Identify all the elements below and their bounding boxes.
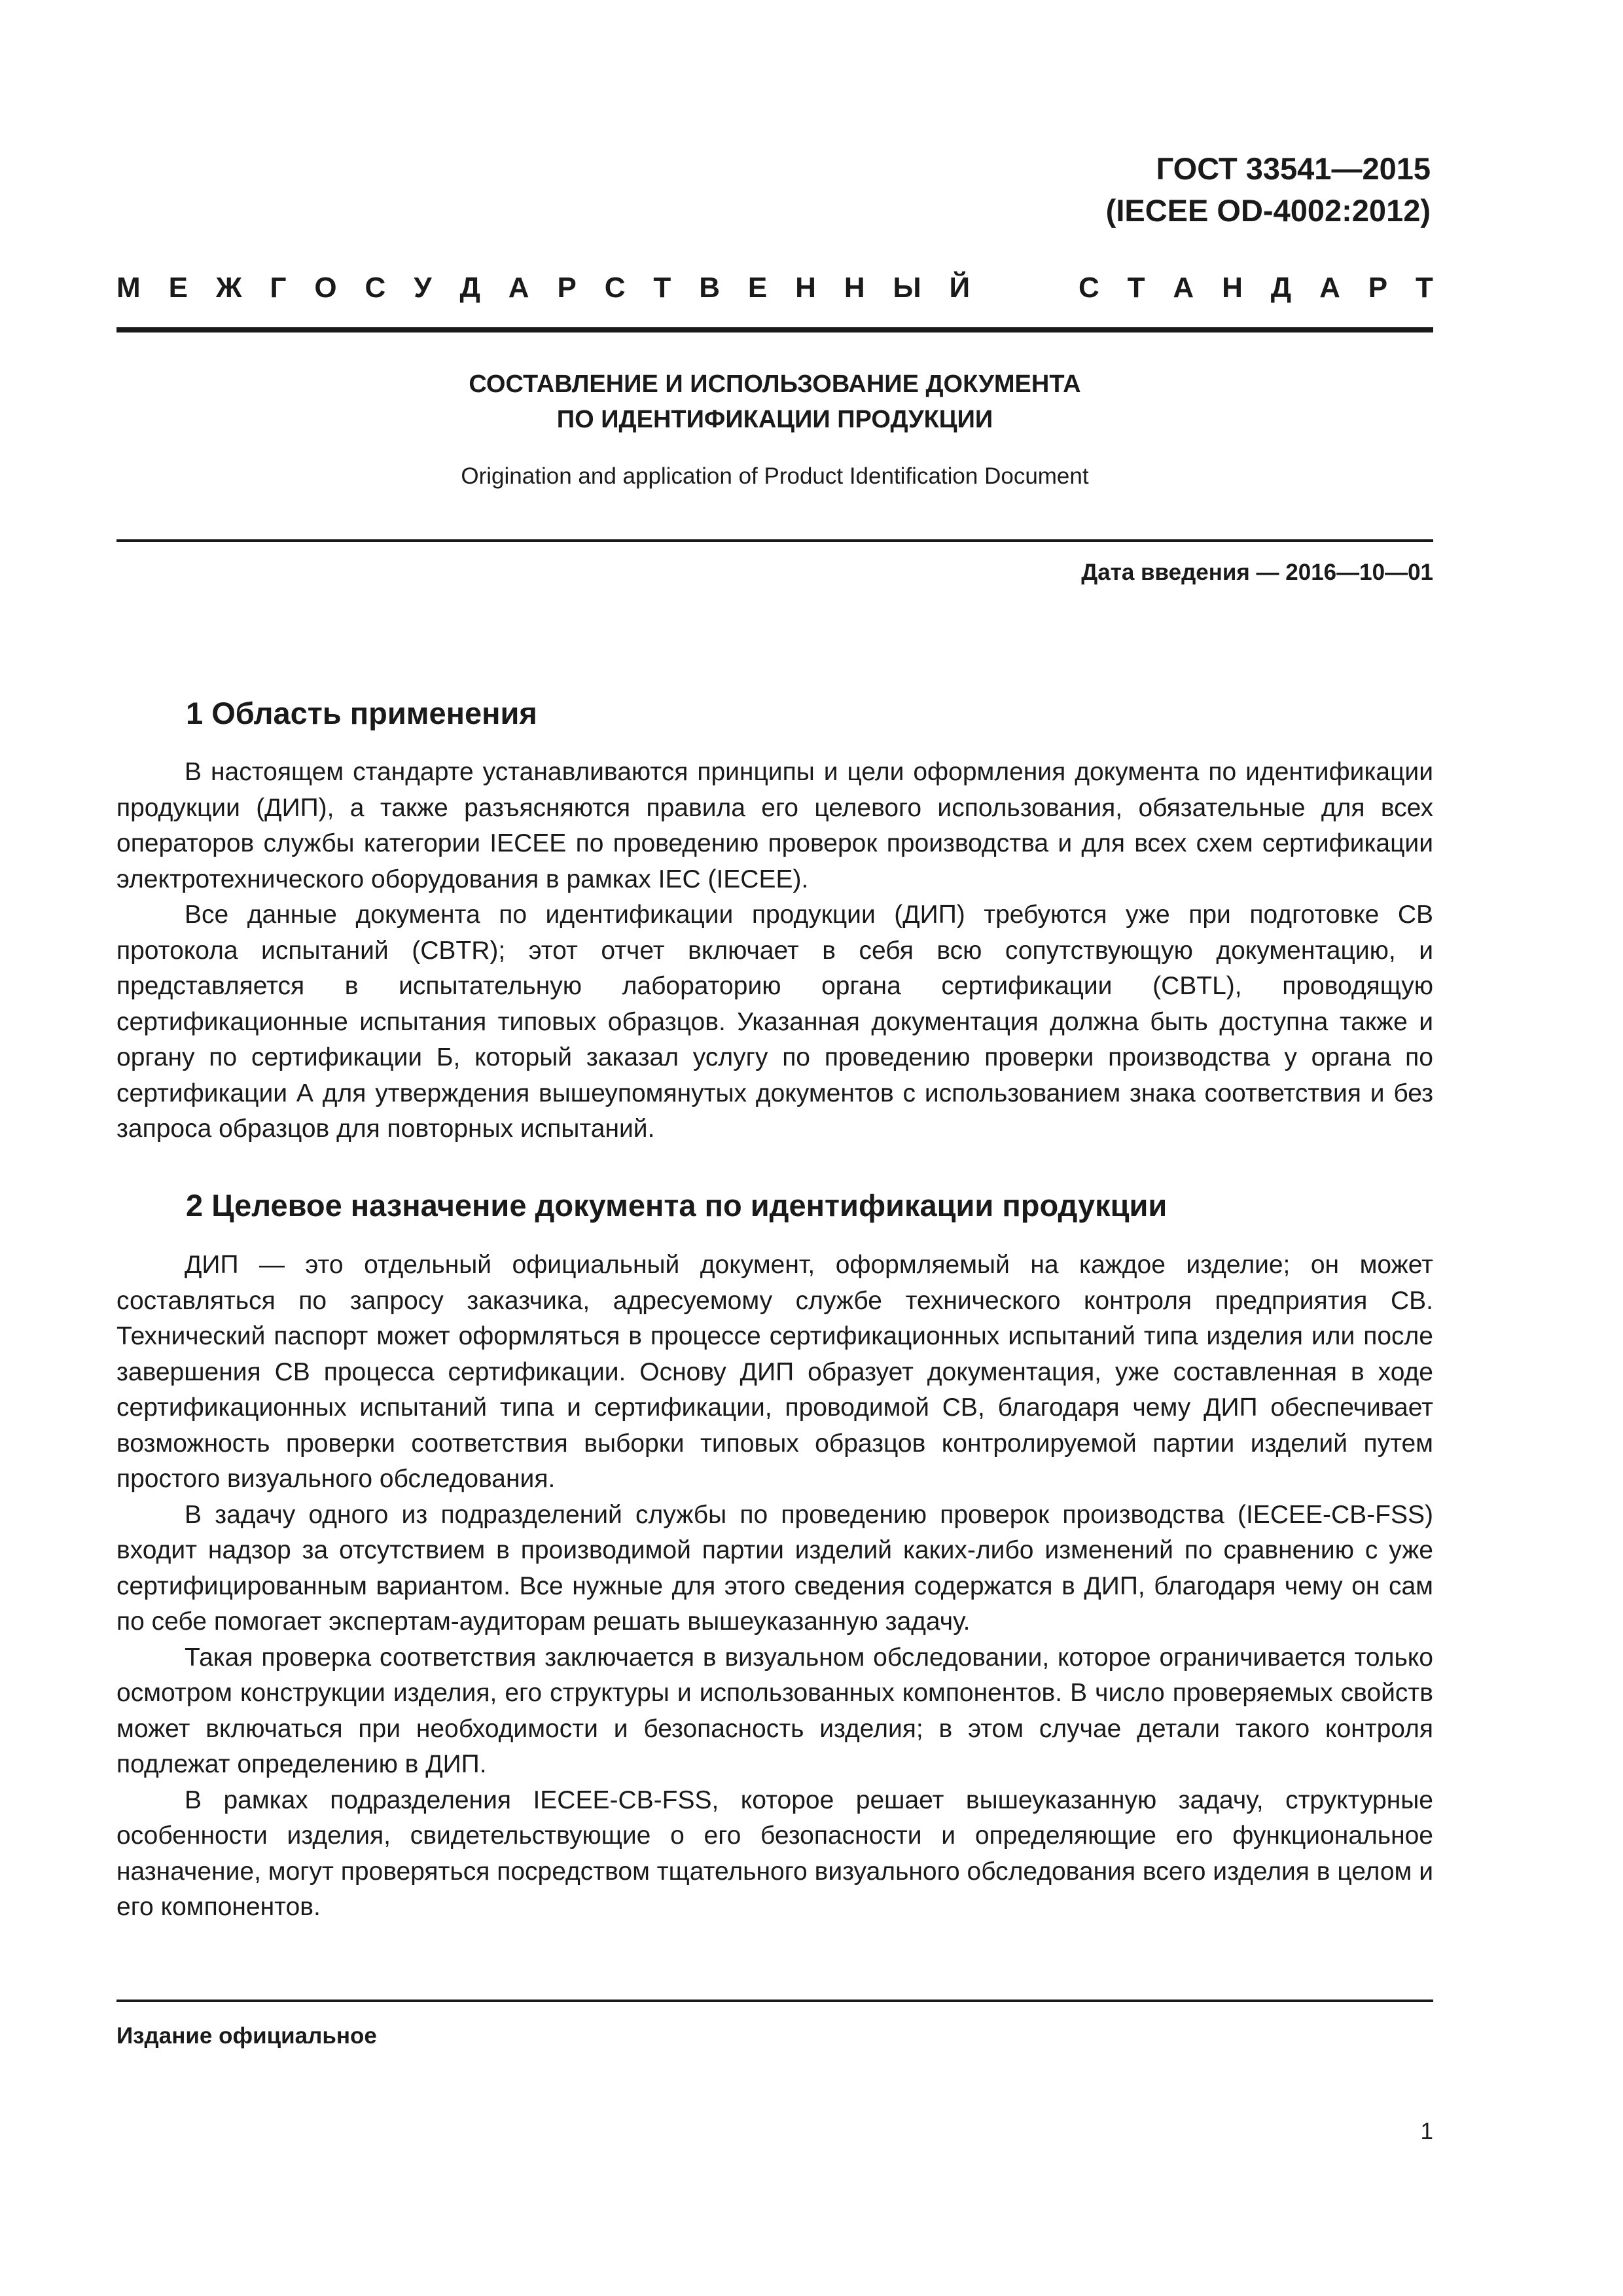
section-heading: 2 Целевое назначение документа по идентификации продукции <box>186 1188 1168 1223</box>
document-number <box>1106 148 1431 232</box>
title-divider <box>116 539 1433 542</box>
paragraph: Такая проверка соответствия заключается в визуальном обследовании, которое ограничивается только осмотром конструкции изделия, его структуры и использованных компонентов. В число проверяемых свойств может включаться при необходимости и безопасность изделия; в этом случае детали такого контроля подлежат определению в ДИП. <box>116 1643 1433 1778</box>
introduction-date: Дата введения — 2016—10—01 <box>1081 560 1433 585</box>
letter: Ы <box>893 272 921 304</box>
paragraph: В задачу одного из подразделений службы по проведению проверок производства (IECEE-CB-FSS) входит надзор за отсутствием в производимой партии изделий каких-либо изменений по сравнению с уже сертифицированным вариантом. Все нужные для этого сведения содержатся в ДИП, благодаря чему он сам по себе помогает экспертам-аудиторам решать вышеуказанную задачу. <box>116 1500 1433 1636</box>
letter: Й <box>949 272 971 304</box>
edition-note: Издание официальное <box>116 2023 377 2049</box>
paragraph: ДИП — это отдельный официальный документ, оформляемый на каждое изделие; он может составляться по запросу заказчика, адресуемому службе технического контроля предприятия СВ. Технический паспорт может оформляться в процессе сертификационных испытаний типа изделия или после завершения СВ процесса сертификации. Основу ДИП образует документация, уже составленная в ходе сертификационных испытаний типа и сертификации, проводимой СВ, благодаря чему ДИП обеспечивает возможность проверки соответствия выборки типовых образцов контролируемой партии изделий путем простого визуального обследования. <box>116 1251 1433 1493</box>
letter: М <box>116 272 141 304</box>
letter: Н <box>795 272 816 304</box>
letter: Н <box>1222 272 1243 304</box>
title-line: СОСТАВЛЕНИЕ И ИСПОЛЬЗОВАНИЕ ДОКУМЕНТА <box>469 370 1081 398</box>
letter: Т <box>653 272 671 304</box>
letter: Д <box>1270 272 1292 304</box>
letter: С <box>365 272 386 304</box>
letter: С <box>604 272 626 304</box>
letter: Р <box>1368 272 1388 304</box>
letter: Е <box>168 272 188 304</box>
letter: В <box>699 272 720 304</box>
letter: Р <box>557 272 577 304</box>
section-body <box>116 755 1433 1147</box>
letter: А <box>1173 272 1194 304</box>
letter: О <box>314 272 337 304</box>
document-title-ru <box>116 367 1433 437</box>
section-heading: 1 Область применения <box>186 696 537 730</box>
letter: Е <box>747 272 768 304</box>
paragraph: В рамках подразделения IECEE-CB-FSS, которое решает вышеуказанную задачу, структурные особенности изделия, свидетельствующие о его безопасности и определяющие его функциональное назначение, могут проверяться посредством тщательного визуального обследования всего изделия в целом и его компонентов. <box>116 1785 1433 1921</box>
footer-divider <box>116 2000 1433 2002</box>
document-number-gost: ГОСТ 33541—2015 <box>1156 151 1431 186</box>
word-gap <box>998 270 1050 306</box>
letter: Н <box>844 272 865 304</box>
header-divider <box>116 327 1433 332</box>
letter: А <box>1319 272 1340 304</box>
letter: А <box>508 272 529 304</box>
letter: Д <box>459 272 480 304</box>
paragraph: В настоящем стандарте устанавливаются принципы и цели оформления документа по идентификации продукции (ДИП), а также разъясняются правила его целевого использования, обязательные для всех операторов службы категории IECEE по проведению проверок производства и для всех схем сертификации электротехнического оборудования в рамках IEC (IECEE). <box>116 758 1433 893</box>
letter: Ж <box>215 272 242 304</box>
letter: Т <box>1416 272 1433 304</box>
title-line: ПО ИДЕНТИФИКАЦИИ ПРОДУКЦИИ <box>556 406 993 433</box>
section-body <box>116 1247 1433 1926</box>
letter: У <box>414 272 432 304</box>
letter: Г <box>270 272 287 304</box>
standard-type-heading <box>116 270 1433 306</box>
document-title-en: Origination and application of Product Identification Document <box>461 463 1089 489</box>
letter: С <box>1078 272 1099 304</box>
document-number-iecee: (IECEE OD-4002:2012) <box>1105 193 1431 228</box>
letter: Т <box>1127 272 1145 304</box>
paragraph: Все данные документа по идентификации продукции (ДИП) требуются уже при подготовке CB протокола испытаний (CBTR); этот отчет включает в себя всю сопутствующую документацию, и представляется в испытательную лабораторию органа сертификации (CBTL), проводящую сертификационные испытания типовых образцов. Указанная документация должна быть доступна также и органу по сертификации Б, который заказал услугу по проведению проверки производства у органа по сертификации А для утверждения вышеупомянутых документов с использованием знака соответствия и без запроса образцов для повторных испытаний. <box>116 901 1433 1143</box>
page-number: 1 <box>1420 2119 1433 2144</box>
